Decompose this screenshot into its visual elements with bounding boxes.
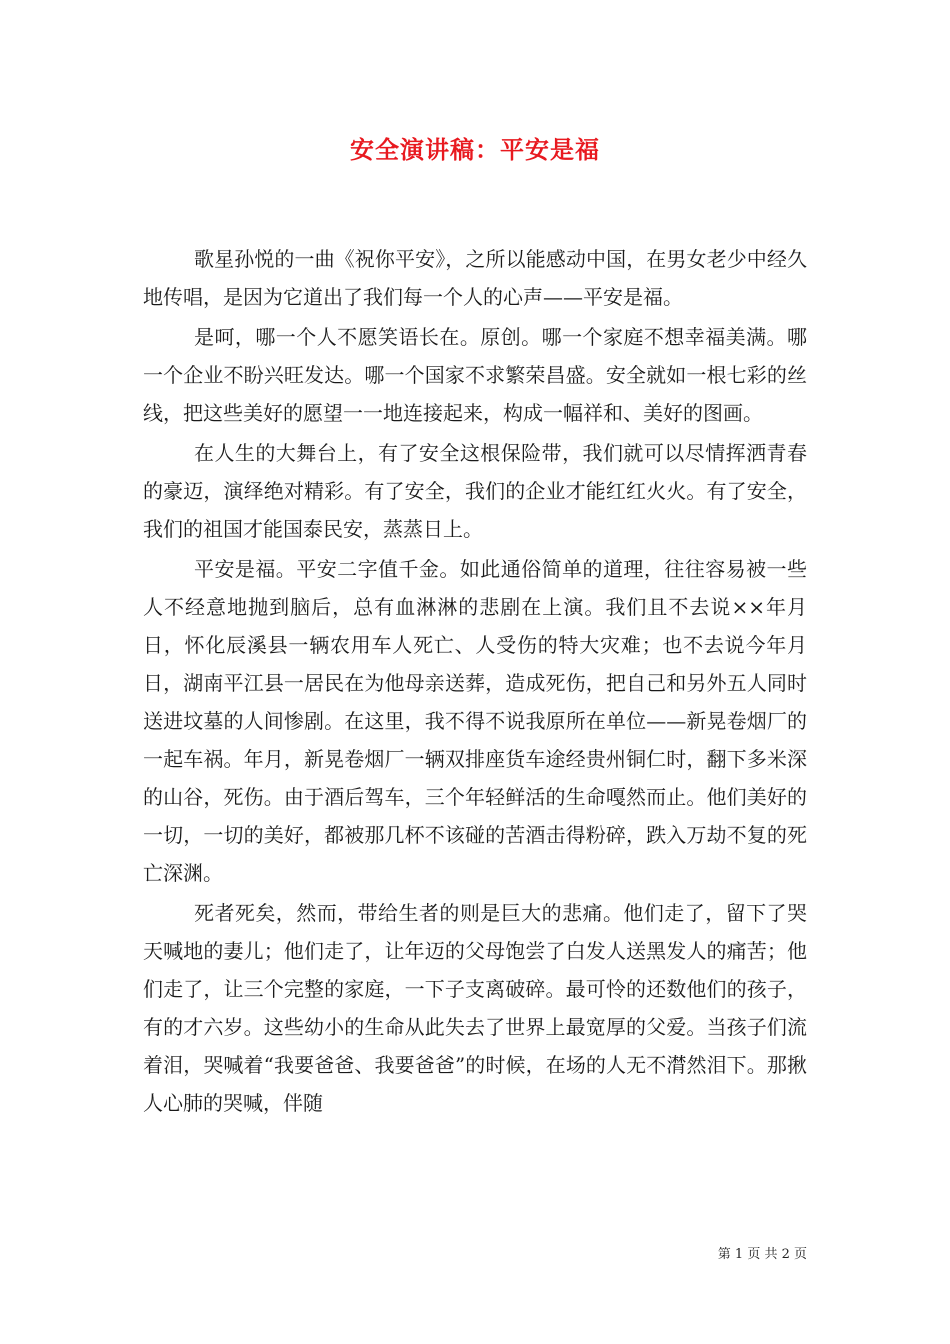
paragraph: 平安是福。平安二字值千金。如此通俗简单的道理，往往容易被一些人不经意地抛到脑后，总有血淋淋的悲剧在上演。我们且不去说××年月日，怀化辰溪县一辆农用车人死亡、人受伤的特大灾难；也不去说今年月日，湖南平江县一居民在为他母亲送葬，造成死伤，把自己和另外五人同时送进坟墓的人间惨剧。在这里，我不得不说我原所在单位——新晃卷烟厂的一起车祸。年月，新晃卷烟厂一辆双排座货车途经贵州铜仁时，翻下多米深的山谷，死伤。由于酒后驾车，三个年轻鲜活的生命嘎然而止。他们美好的一切，一切的美好，都被那几杯不该碰的苦酒击得粉碎，跌入万劫不复的死亡深渊。 <box>143 557 807 885</box>
document-body <box>143 240 807 1124</box>
paragraph: 在人生的大舞台上，有了安全这根保险带，我们就可以尽情挥洒青春的豪迈，演绎绝对精彩。有了安全，我们的企业才能红红火火。有了安全，我们的祖国才能国泰民安，蒸蒸日上。 <box>143 441 807 541</box>
page-title: 安全演讲稿：平安是福 <box>350 135 600 164</box>
paragraph: 歌星孙悦的一曲《祝你平安》，之所以能感动中国，在男女老少中经久地传唱，是因为它道出了我们每一个人的心声——平安是福。 <box>143 247 807 309</box>
page-number: 第 1 页 共 2 页 <box>717 1247 807 1262</box>
paragraph: 是呵，哪一个人不愿笑语长在。原创。哪一个家庭不想幸福美满。哪一个企业不盼兴旺发达。哪一个国家不求繁荣昌盛。安全就如一根七彩的丝线，把这些美好的愿望一一地连接起来，构成一幅祥和、美好的图画。 <box>143 325 807 425</box>
paragraph: 死者死矣，然而，带给生者的则是巨大的悲痛。他们走了，留下了哭天喊地的妻儿；他们走了，让年迈的父母饱尝了白发人送黑发人的痛苦；他们走了，让三个完整的家庭，一下子支离破碎。最可怜的还数他们的孩子，有的才六岁。这些幼小的生命从此失去了世界上最宽厚的父爱。当孩子们流着泪，哭喊着“我要爸爸、我要爸爸”的时候，在场的人无不潸然泪下。那揪人心肺的哭喊，伴随 <box>143 901 807 1115</box>
